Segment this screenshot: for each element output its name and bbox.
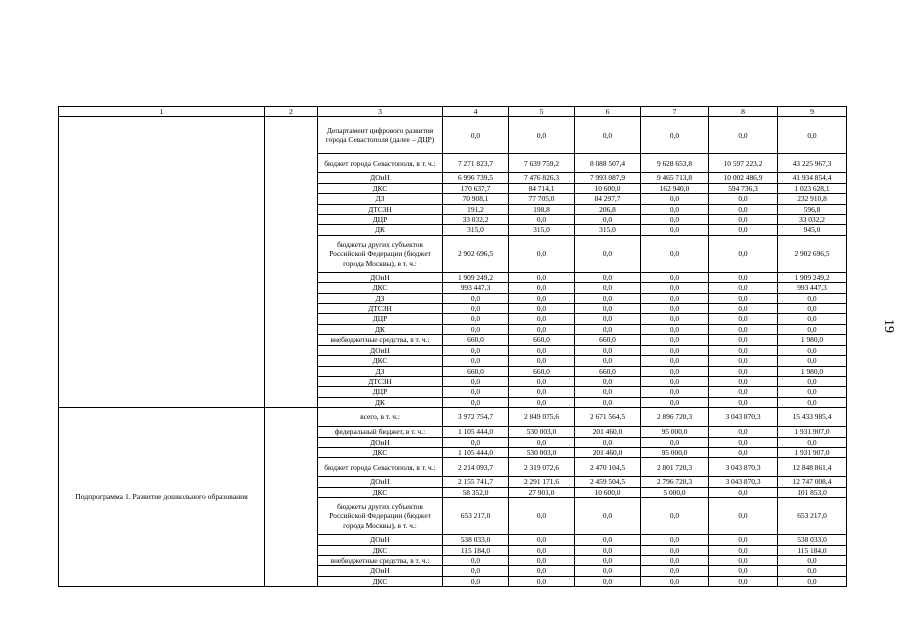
header-cell: 3 bbox=[318, 107, 443, 117]
page-number: 19 bbox=[881, 319, 896, 333]
value-cell: 660,0 bbox=[443, 335, 509, 345]
value-cell: 0,0 bbox=[709, 314, 778, 324]
value-cell: 0,0 bbox=[641, 498, 709, 535]
value-cell: 0,0 bbox=[575, 376, 641, 386]
value-cell: 7 639 759,2 bbox=[509, 154, 575, 173]
value-cell: 0,0 bbox=[641, 225, 709, 235]
value-cell: 0,0 bbox=[709, 204, 778, 214]
value-cell: 1 980,0 bbox=[778, 335, 847, 345]
value-cell: 0,0 bbox=[575, 314, 641, 324]
row-label: ДОиН bbox=[318, 173, 443, 183]
table-row bbox=[59, 117, 847, 154]
value-cell: 0,0 bbox=[575, 387, 641, 397]
value-cell: 2 902 696,5 bbox=[443, 235, 509, 272]
value-cell: 0,0 bbox=[641, 235, 709, 272]
row-label: ДОиН bbox=[318, 272, 443, 282]
row-label: Департамент цифрового развития города Севастополя (далее – ДЦР) bbox=[318, 117, 443, 154]
row-label: ДЗ bbox=[318, 194, 443, 204]
value-cell: 0,0 bbox=[778, 437, 847, 447]
row-label: ДЦР bbox=[318, 387, 443, 397]
value-cell: 993 447,3 bbox=[778, 283, 847, 293]
value-cell: 1 909 249,2 bbox=[778, 272, 847, 282]
value-cell: 0,0 bbox=[575, 304, 641, 314]
row-label: внебюджетные средства, в т. ч.: bbox=[318, 555, 443, 565]
row-label: ДТСЗН bbox=[318, 376, 443, 386]
value-cell: 0,0 bbox=[575, 272, 641, 282]
value-cell: 0,0 bbox=[641, 314, 709, 324]
value-cell: 0,0 bbox=[709, 345, 778, 355]
value-cell: 0,0 bbox=[641, 117, 709, 154]
row-label: ДК bbox=[318, 324, 443, 334]
value-cell: 0,0 bbox=[709, 194, 778, 204]
value-cell: 0,0 bbox=[443, 387, 509, 397]
value-cell: 0,0 bbox=[443, 304, 509, 314]
value-cell: 7 993 087,9 bbox=[575, 173, 641, 183]
value-cell: 0,0 bbox=[641, 566, 709, 576]
value-cell: 0,0 bbox=[509, 283, 575, 293]
value-cell: 201 460,0 bbox=[575, 447, 641, 457]
value-cell: 945,0 bbox=[778, 225, 847, 235]
value-cell: 0,0 bbox=[575, 283, 641, 293]
value-cell: 0,0 bbox=[443, 576, 509, 586]
value-cell: 530 003,0 bbox=[509, 427, 575, 437]
value-cell: 0,0 bbox=[575, 566, 641, 576]
row-label: ДТСЗН bbox=[318, 204, 443, 214]
value-cell: 2 796 720,3 bbox=[641, 477, 709, 487]
value-cell: 0,0 bbox=[641, 535, 709, 545]
value-cell: 15 433 985,4 bbox=[778, 408, 847, 427]
value-cell: 0,0 bbox=[778, 117, 847, 154]
value-cell: 0,0 bbox=[778, 293, 847, 303]
value-cell: 0,0 bbox=[641, 215, 709, 225]
row-label: ДКС bbox=[318, 545, 443, 555]
value-cell: 0,0 bbox=[778, 314, 847, 324]
value-cell: 0,0 bbox=[709, 545, 778, 555]
value-cell: 95 000,0 bbox=[641, 447, 709, 457]
row-label: ДТСЗН bbox=[318, 304, 443, 314]
value-cell: 115 184,0 bbox=[778, 545, 847, 555]
value-cell: 0,0 bbox=[641, 272, 709, 282]
value-cell: 2 671 564,5 bbox=[575, 408, 641, 427]
value-cell: 0,0 bbox=[709, 566, 778, 576]
value-cell: 0,0 bbox=[778, 324, 847, 334]
value-cell: 0,0 bbox=[641, 397, 709, 407]
value-cell: 2 459 504,5 bbox=[575, 477, 641, 487]
header-row bbox=[59, 107, 847, 117]
value-cell: 0,0 bbox=[641, 194, 709, 204]
value-cell: 315,0 bbox=[443, 225, 509, 235]
value-cell: 201 460,0 bbox=[575, 427, 641, 437]
value-cell: 170 637,7 bbox=[443, 183, 509, 193]
value-cell: 0,0 bbox=[509, 293, 575, 303]
value-cell: 84 297,7 bbox=[575, 194, 641, 204]
value-cell: 315,0 bbox=[509, 225, 575, 235]
value-cell: 27 901,0 bbox=[509, 487, 575, 497]
value-cell: 0,0 bbox=[575, 345, 641, 355]
value-cell: 2 896 720,3 bbox=[641, 408, 709, 427]
row-label: ДОиН bbox=[318, 345, 443, 355]
value-cell: 653 217,0 bbox=[778, 498, 847, 535]
value-cell: 0,0 bbox=[575, 437, 641, 447]
value-cell: 0,0 bbox=[641, 324, 709, 334]
row-label: внебюджетные средства, в т. ч.: bbox=[318, 335, 443, 345]
value-cell: 0,0 bbox=[575, 397, 641, 407]
value-cell: 6 996 739,5 bbox=[443, 173, 509, 183]
row-label: ДЦР bbox=[318, 314, 443, 324]
value-cell: 660,0 bbox=[443, 366, 509, 376]
value-cell: 0,0 bbox=[509, 117, 575, 154]
row-label: ДОиН bbox=[318, 566, 443, 576]
value-cell: 0,0 bbox=[709, 335, 778, 345]
value-cell: 0,0 bbox=[641, 204, 709, 214]
value-cell: 0,0 bbox=[575, 215, 641, 225]
value-cell: 0,0 bbox=[709, 235, 778, 272]
value-cell: 660,0 bbox=[575, 366, 641, 376]
row-label: ДОиН bbox=[318, 535, 443, 545]
value-cell: 0,0 bbox=[778, 345, 847, 355]
value-cell: 0,0 bbox=[709, 225, 778, 235]
budget-table bbox=[58, 106, 847, 587]
value-cell: 0,0 bbox=[443, 437, 509, 447]
value-cell: 2 319 072,6 bbox=[509, 458, 575, 477]
value-cell: 0,0 bbox=[709, 376, 778, 386]
value-cell: 0,0 bbox=[641, 366, 709, 376]
value-cell: 0,0 bbox=[443, 293, 509, 303]
value-cell: 0,0 bbox=[778, 576, 847, 586]
value-cell: 77 705,0 bbox=[509, 194, 575, 204]
value-cell: 0,0 bbox=[575, 117, 641, 154]
value-cell: 660,0 bbox=[575, 335, 641, 345]
value-cell: 530 003,0 bbox=[509, 447, 575, 457]
value-cell: 1 105 444,0 bbox=[443, 427, 509, 437]
value-cell: 0,0 bbox=[641, 576, 709, 586]
row-label: бюджеты других субъектов Российской Федерации (бюджет города Москвы), в т. ч.: bbox=[318, 498, 443, 535]
value-cell: 0,0 bbox=[709, 304, 778, 314]
value-cell: 0,0 bbox=[709, 498, 778, 535]
value-cell: 0,0 bbox=[641, 555, 709, 565]
value-cell: 0,0 bbox=[641, 345, 709, 355]
value-cell: 0,0 bbox=[709, 397, 778, 407]
row-label: ДКС bbox=[318, 356, 443, 366]
value-cell: 2 470 104,5 bbox=[575, 458, 641, 477]
value-cell: 0,0 bbox=[443, 566, 509, 576]
value-cell: 0,0 bbox=[709, 535, 778, 545]
value-cell: 0,0 bbox=[709, 272, 778, 282]
value-cell: 3 043 870,3 bbox=[709, 477, 778, 487]
row-label: ДОиН bbox=[318, 437, 443, 447]
value-cell: 5 000,0 bbox=[641, 487, 709, 497]
value-cell: 0,0 bbox=[709, 447, 778, 457]
value-cell: 2 291 171,6 bbox=[509, 477, 575, 487]
value-cell: 0,0 bbox=[641, 545, 709, 555]
value-cell: 660,0 bbox=[509, 335, 575, 345]
value-cell: 206,8 bbox=[575, 204, 641, 214]
row-label: ДКС bbox=[318, 283, 443, 293]
value-cell: 0,0 bbox=[641, 437, 709, 447]
header-cell: 5 bbox=[509, 107, 575, 117]
value-cell: 0,0 bbox=[509, 535, 575, 545]
value-cell: 1 980,0 bbox=[778, 366, 847, 376]
value-cell: 594 736,3 bbox=[709, 183, 778, 193]
row-label: ДК bbox=[318, 397, 443, 407]
value-cell: 653 217,0 bbox=[443, 498, 509, 535]
value-cell: 95 000,0 bbox=[641, 427, 709, 437]
value-cell: 2 902 696,5 bbox=[778, 235, 847, 272]
row-label: ДК bbox=[318, 225, 443, 235]
value-cell: 0,0 bbox=[709, 487, 778, 497]
value-cell: 0,0 bbox=[443, 324, 509, 334]
value-cell: 0,0 bbox=[641, 387, 709, 397]
row-label: ДЦР bbox=[318, 215, 443, 225]
value-cell: 0,0 bbox=[778, 304, 847, 314]
value-cell: 0,0 bbox=[575, 535, 641, 545]
value-cell: 0,0 bbox=[509, 397, 575, 407]
value-cell: 538 033,0 bbox=[443, 535, 509, 545]
value-cell: 0,0 bbox=[709, 427, 778, 437]
value-cell: 993 447,3 bbox=[443, 283, 509, 293]
value-cell: 0,0 bbox=[575, 498, 641, 535]
value-cell: 0,0 bbox=[575, 576, 641, 586]
row-label: ДЗ bbox=[318, 366, 443, 376]
section-title-cell bbox=[59, 117, 265, 408]
header-cell: 4 bbox=[443, 107, 509, 117]
value-cell: 0,0 bbox=[709, 366, 778, 376]
value-cell: 0,0 bbox=[709, 324, 778, 334]
row-label: ДКС bbox=[318, 576, 443, 586]
value-cell: 0,0 bbox=[443, 117, 509, 154]
value-cell: 3 043 870,3 bbox=[709, 408, 778, 427]
value-cell: 0,0 bbox=[641, 356, 709, 366]
value-cell: 43 225 967,3 bbox=[778, 154, 847, 173]
row-label: ДКС bbox=[318, 487, 443, 497]
value-cell: 10 600,0 bbox=[575, 183, 641, 193]
value-cell: 0,0 bbox=[443, 314, 509, 324]
value-cell: 191,2 bbox=[443, 204, 509, 214]
value-cell: 2 849 075,6 bbox=[509, 408, 575, 427]
value-cell: 0,0 bbox=[709, 117, 778, 154]
value-cell: 0,0 bbox=[709, 576, 778, 586]
value-cell: 115 184,0 bbox=[443, 545, 509, 555]
value-cell: 10 597 223,2 bbox=[709, 154, 778, 173]
value-cell: 0,0 bbox=[709, 215, 778, 225]
value-cell: 1 909 249,2 bbox=[443, 272, 509, 282]
value-cell: 0,0 bbox=[575, 235, 641, 272]
value-cell: 0,0 bbox=[778, 387, 847, 397]
value-cell: 1 105 444,0 bbox=[443, 447, 509, 457]
value-cell: 9 628 653,8 bbox=[641, 154, 709, 173]
row-label: федеральный бюджет, в т. ч.: bbox=[318, 427, 443, 437]
value-cell: 0,0 bbox=[575, 545, 641, 555]
row-label: бюджеты других субъектов Российской Федерации (бюджет города Москвы), в т. ч.: bbox=[318, 235, 443, 272]
value-cell: 0,0 bbox=[509, 437, 575, 447]
value-cell: 10 002 486,9 bbox=[709, 173, 778, 183]
row-label: ДОиН bbox=[318, 477, 443, 487]
value-cell: 0,0 bbox=[509, 545, 575, 555]
value-cell: 9 465 713,8 bbox=[641, 173, 709, 183]
value-cell: 0,0 bbox=[575, 293, 641, 303]
value-cell: 0,0 bbox=[709, 356, 778, 366]
empty-cell bbox=[265, 408, 318, 587]
table-row bbox=[59, 408, 847, 427]
value-cell: 162 940,0 bbox=[641, 183, 709, 193]
value-cell: 8 088 507,4 bbox=[575, 154, 641, 173]
value-cell: 0,0 bbox=[443, 555, 509, 565]
value-cell: 33 032,2 bbox=[443, 215, 509, 225]
value-cell: 0,0 bbox=[778, 397, 847, 407]
value-cell: 7 271 823,7 bbox=[443, 154, 509, 173]
value-cell: 0,0 bbox=[509, 576, 575, 586]
value-cell: 0,0 bbox=[709, 283, 778, 293]
value-cell: 0,0 bbox=[709, 437, 778, 447]
row-label: ДКС bbox=[318, 447, 443, 457]
value-cell: 58 352,0 bbox=[443, 487, 509, 497]
value-cell: 84 714,1 bbox=[509, 183, 575, 193]
value-cell: 0,0 bbox=[443, 397, 509, 407]
value-cell: 0,0 bbox=[509, 555, 575, 565]
value-cell: 0,0 bbox=[443, 356, 509, 366]
value-cell: 1 931 907,0 bbox=[778, 427, 847, 437]
value-cell: 0,0 bbox=[509, 566, 575, 576]
value-cell: 12 747 008,4 bbox=[778, 477, 847, 487]
row-label: ДКС bbox=[318, 183, 443, 193]
header-cell: 1 bbox=[59, 107, 265, 117]
value-cell: 0,0 bbox=[575, 356, 641, 366]
value-cell: 0,0 bbox=[509, 314, 575, 324]
section-title-cell: Подпрограмма 1. Развитие дошкольного образования bbox=[59, 408, 265, 587]
value-cell: 0,0 bbox=[509, 324, 575, 334]
value-cell: 70 908,1 bbox=[443, 194, 509, 204]
value-cell: 3 972 754,7 bbox=[443, 408, 509, 427]
value-cell: 0,0 bbox=[778, 566, 847, 576]
value-cell: 0,0 bbox=[641, 304, 709, 314]
value-cell: 7 476 826,3 bbox=[509, 173, 575, 183]
value-cell: 0,0 bbox=[509, 345, 575, 355]
value-cell: 10 600,0 bbox=[575, 487, 641, 497]
value-cell: 0,0 bbox=[509, 498, 575, 535]
value-cell: 0,0 bbox=[575, 555, 641, 565]
value-cell: 0,0 bbox=[509, 387, 575, 397]
value-cell: 232 910,8 bbox=[778, 194, 847, 204]
value-cell: 0,0 bbox=[509, 215, 575, 225]
header-cell: 9 bbox=[778, 107, 847, 117]
value-cell: 3 043 870,3 bbox=[709, 458, 778, 477]
value-cell: 198,8 bbox=[509, 204, 575, 214]
value-cell: 0,0 bbox=[509, 272, 575, 282]
value-cell: 1 023 628,1 bbox=[778, 183, 847, 193]
value-cell: 2 214 093,7 bbox=[443, 458, 509, 477]
value-cell: 0,0 bbox=[709, 293, 778, 303]
value-cell: 12 848 861,4 bbox=[778, 458, 847, 477]
value-cell: 0,0 bbox=[641, 283, 709, 293]
value-cell: 538 033,0 bbox=[778, 535, 847, 545]
value-cell: 0,0 bbox=[509, 304, 575, 314]
value-cell: 0,0 bbox=[509, 376, 575, 386]
row-label: бюджет города Севастополя, в т. ч.: bbox=[318, 458, 443, 477]
value-cell: 660,0 bbox=[509, 366, 575, 376]
header-cell: 6 bbox=[575, 107, 641, 117]
value-cell: 0,0 bbox=[778, 555, 847, 565]
header-cell: 2 bbox=[265, 107, 318, 117]
value-cell: 2 801 720,3 bbox=[641, 458, 709, 477]
value-cell: 1 931 907,0 bbox=[778, 447, 847, 457]
value-cell: 0,0 bbox=[709, 555, 778, 565]
header-cell: 7 bbox=[641, 107, 709, 117]
value-cell: 101 853,0 bbox=[778, 487, 847, 497]
row-label: всего, в т. ч.: bbox=[318, 408, 443, 427]
value-cell: 0,0 bbox=[443, 345, 509, 355]
value-cell: 0,0 bbox=[641, 376, 709, 386]
row-label: ДЗ bbox=[318, 293, 443, 303]
value-cell: 0,0 bbox=[778, 356, 847, 366]
header-cell: 8 bbox=[709, 107, 778, 117]
value-cell: 0,0 bbox=[509, 356, 575, 366]
value-cell: 0,0 bbox=[443, 376, 509, 386]
value-cell: 0,0 bbox=[575, 324, 641, 334]
value-cell: 0,0 bbox=[778, 376, 847, 386]
value-cell: 0,0 bbox=[709, 387, 778, 397]
value-cell: 2 155 741,7 bbox=[443, 477, 509, 487]
value-cell: 0,0 bbox=[641, 293, 709, 303]
value-cell: 0,0 bbox=[641, 335, 709, 345]
value-cell: 41 934 854,4 bbox=[778, 173, 847, 183]
empty-cell bbox=[265, 117, 318, 408]
row-label: бюджет города Севастополя, в т. ч.: bbox=[318, 154, 443, 173]
value-cell: 596,8 bbox=[778, 204, 847, 214]
value-cell: 33 032,2 bbox=[778, 215, 847, 225]
value-cell: 315,0 bbox=[575, 225, 641, 235]
value-cell: 0,0 bbox=[509, 235, 575, 272]
